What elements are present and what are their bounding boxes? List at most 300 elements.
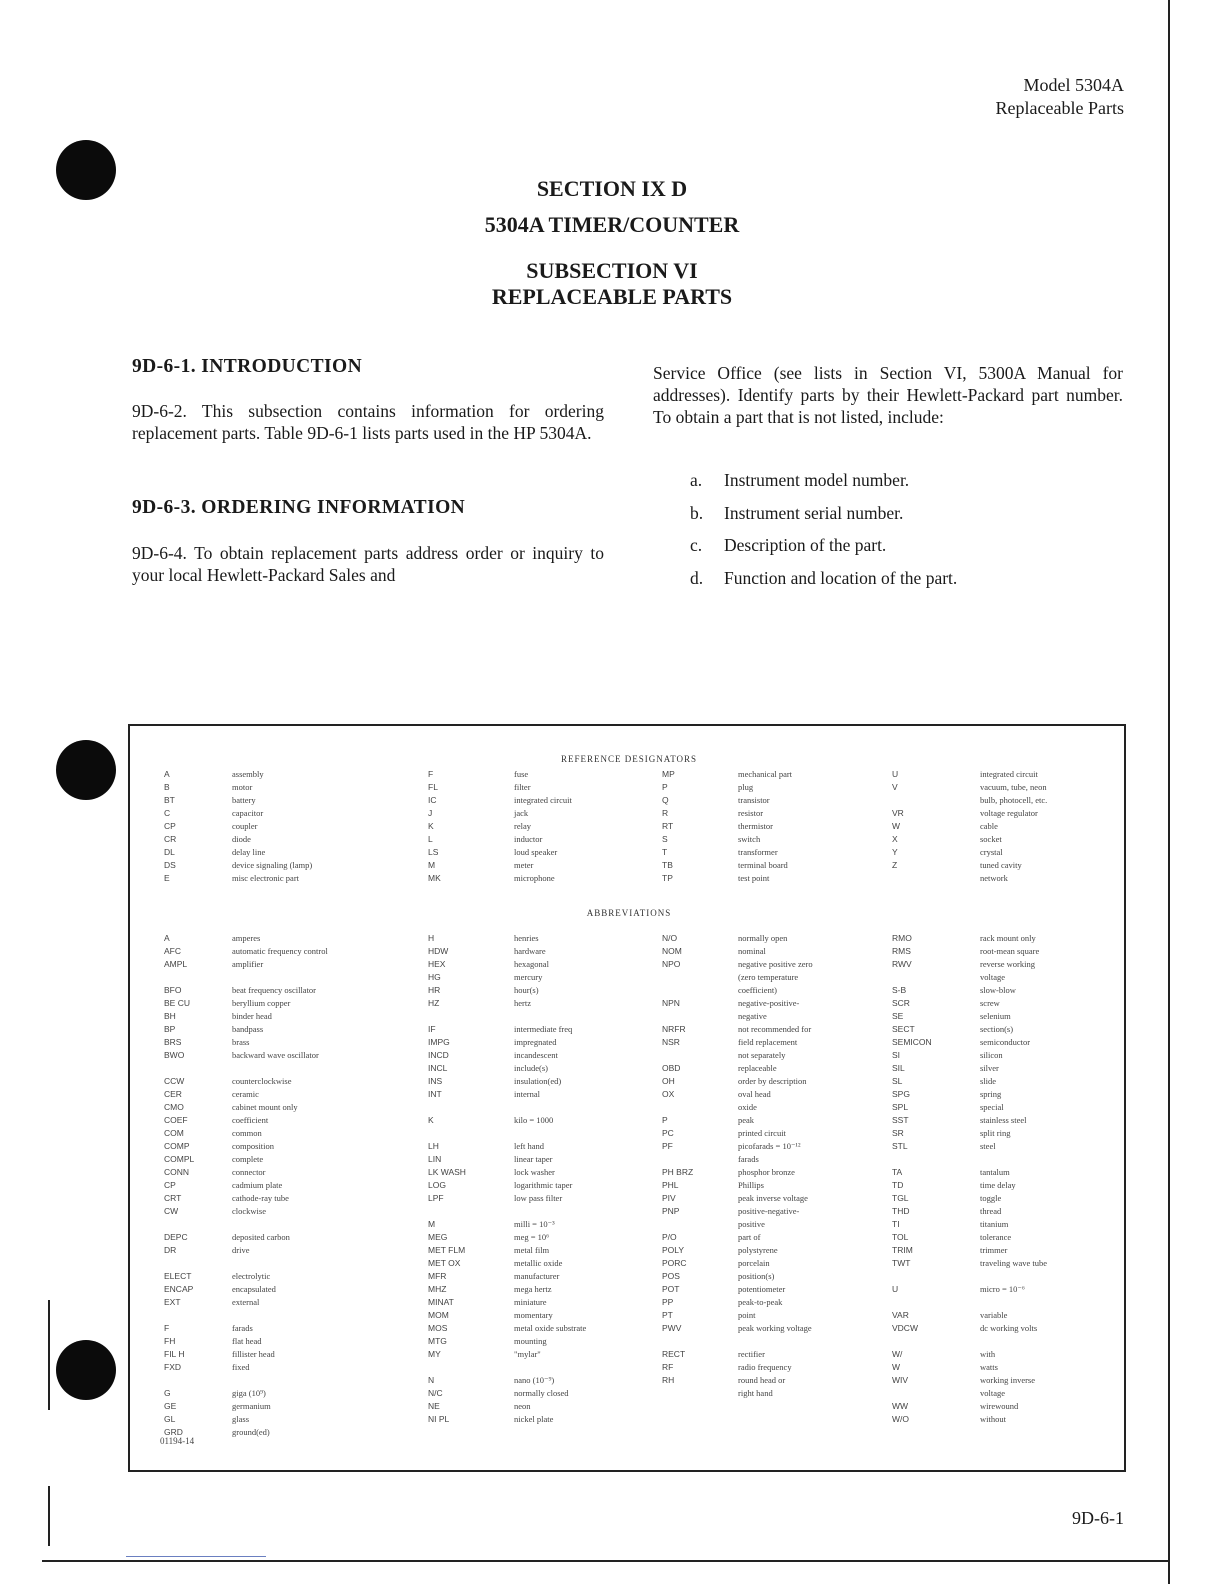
table-cell: HEX — [428, 959, 446, 969]
table-cell — [662, 1218, 693, 1231]
table-cell: fuse — [514, 769, 529, 779]
table-cell: coefficient) — [738, 985, 778, 995]
table-cell: meter — [514, 860, 534, 870]
ordering-heading: 9D-6-3. ORDERING INFORMATION — [132, 497, 466, 518]
table-cell: SST — [892, 1115, 909, 1125]
table-cell: POS — [662, 1271, 680, 1281]
table-cell: slide — [980, 1076, 997, 1086]
table-cell: replaceable — [738, 1063, 777, 1073]
table-cell: semiconductor — [980, 1037, 1031, 1047]
table-cell: PNP — [662, 1206, 680, 1216]
table-cell: BWO — [164, 1050, 185, 1060]
table-cell: TP — [662, 873, 673, 883]
ordering-paragraph: 9D-6-4. To obtain replacement parts address order or inquiry to your local Hewlett-Packard Sales and — [132, 543, 604, 585]
table-cell: with — [980, 1349, 996, 1359]
table-cell: not recommended for — [738, 1024, 812, 1034]
abbr-desc-col1 — [232, 932, 328, 1439]
table-cell — [428, 1361, 466, 1374]
table-cell: transformer — [738, 847, 778, 857]
table-cell: clockwise — [232, 1206, 266, 1216]
table-cell: HZ — [428, 998, 440, 1008]
ref-desc-col3 — [738, 768, 792, 885]
table-cell: TGL — [892, 1193, 909, 1203]
table-cell: GRD — [164, 1427, 183, 1437]
list-item: c. Description of the part. — [690, 535, 887, 555]
table-cell: W — [892, 1362, 901, 1372]
table-cell: PC — [662, 1128, 674, 1138]
table-cell — [892, 794, 904, 807]
table-cell: nickel plate — [514, 1414, 554, 1424]
abbreviations-title: ABBREVIATIONS — [586, 908, 672, 918]
table-cell: Y — [892, 847, 898, 857]
table-cell: LIN — [428, 1154, 442, 1164]
table-cell: motor — [232, 782, 253, 792]
table-cell: relay — [514, 821, 531, 831]
table-cell — [892, 872, 904, 885]
table-cell: deposited carbon — [232, 1232, 290, 1242]
table-cell: counterclockwise — [232, 1076, 292, 1086]
table-cell — [980, 1335, 1047, 1348]
table-cell — [662, 971, 693, 984]
table-cell: RT — [662, 821, 674, 831]
table-cell: battery — [232, 795, 256, 805]
table-cell: momentary — [514, 1310, 553, 1320]
table-cell — [232, 1309, 328, 1322]
table-cell: rectifier — [738, 1349, 765, 1359]
table-cell: NOM — [662, 946, 682, 956]
table-cell: beat frequency oscillator — [232, 985, 317, 995]
table-cell — [892, 1296, 932, 1309]
table-cell: PT — [662, 1310, 673, 1320]
table-cell: F — [428, 769, 434, 779]
table-cell: P/O — [662, 1232, 677, 1242]
intro-heading: 9D-6-1. INTRODUCTION — [132, 356, 363, 377]
table-cell: BH — [164, 1011, 176, 1021]
table-cell: amplifier — [232, 959, 264, 969]
table-cell: MK — [428, 873, 441, 883]
table-cell: SPL — [892, 1102, 909, 1112]
table-cell: left hand — [514, 1141, 544, 1151]
table-cell — [232, 1062, 328, 1075]
table-cell: split ring — [980, 1128, 1011, 1138]
figure-id: 01194-14 — [160, 1436, 195, 1446]
table-cell: W/O — [892, 1414, 909, 1424]
table-cell: BRS — [164, 1037, 182, 1047]
table-cell: incandescent — [514, 1050, 558, 1060]
table-cell: IC — [428, 795, 437, 805]
table-cell: MET OX — [428, 1258, 461, 1268]
table-cell: DEPC — [164, 1232, 188, 1242]
table-cell: logarithmic taper — [514, 1180, 573, 1190]
table-cell — [980, 1270, 1047, 1283]
table-cell: picofarads = 10⁻¹² — [738, 1141, 801, 1151]
table-cell: mechanical part — [738, 769, 793, 779]
table-cell: test point — [738, 873, 770, 883]
table-cell: J — [428, 808, 433, 818]
table-cell: C — [164, 808, 171, 818]
table-cell: U — [892, 769, 899, 779]
margin-mark — [48, 1300, 50, 1410]
table-cell: thread — [980, 1206, 1002, 1216]
table-cell: terminal board — [738, 860, 788, 870]
table-cell: S — [662, 834, 668, 844]
table-cell: field replacement — [738, 1037, 798, 1047]
table-cell: assembly — [232, 769, 264, 779]
table-cell: MET FLM — [428, 1245, 466, 1255]
table-cell: mounting — [514, 1336, 547, 1346]
table-cell: DR — [164, 1245, 177, 1255]
table-cell: polystyrene — [738, 1245, 778, 1255]
table-cell: Z — [892, 860, 898, 870]
table-cell: RECT — [662, 1349, 686, 1359]
table-cell: STL — [892, 1141, 908, 1151]
table-cell — [164, 1309, 194, 1322]
table-cell: encapsulated — [232, 1284, 276, 1294]
table-cell: K — [428, 1115, 434, 1125]
table-cell: wirewound — [980, 1401, 1019, 1411]
table-cell — [164, 971, 194, 984]
table-cell: trimmer — [980, 1245, 1008, 1255]
table-cell — [662, 1010, 693, 1023]
table-cell: TOL — [892, 1232, 909, 1242]
table-cell — [232, 1257, 328, 1270]
table-cell: OBD — [662, 1063, 681, 1073]
table-cell: spring — [980, 1089, 1002, 1099]
table-cell: LH — [428, 1141, 439, 1151]
table-cell — [164, 1218, 194, 1231]
table-cell: CRT — [164, 1193, 182, 1203]
table-cell: CMO — [164, 1102, 184, 1112]
table-cell: INCD — [428, 1050, 449, 1060]
table-cell: positive-negative- — [738, 1206, 800, 1216]
abbr-codes-col1 — [164, 932, 194, 1439]
table-cell: CP — [164, 821, 176, 831]
table-cell: "mylar" — [514, 1349, 541, 1359]
table-cell: ceramic — [232, 1089, 259, 1099]
table-cell: round head or — [738, 1375, 786, 1385]
table-cell — [428, 1205, 466, 1218]
table-cell: drive — [232, 1245, 250, 1255]
table-cell: PP — [662, 1297, 674, 1307]
table-cell: miniature — [514, 1297, 547, 1307]
table-cell: SIL — [892, 1063, 905, 1073]
table-cell: IF — [428, 1024, 436, 1034]
header-section: Replaceable Parts — [995, 98, 1124, 118]
table-cell — [662, 1101, 693, 1114]
table-cell: PH BRZ — [662, 1167, 694, 1177]
abbr-codes-col4 — [892, 932, 932, 1426]
table-cell: capacitor — [232, 808, 264, 818]
table-cell: microphone — [514, 873, 555, 883]
table-cell — [892, 1270, 932, 1283]
table-cell: peak-to-peak — [738, 1297, 783, 1307]
table-cell — [232, 1374, 328, 1387]
table-cell: NSR — [662, 1037, 680, 1047]
table-cell: complete — [232, 1154, 264, 1164]
table-cell: composition — [232, 1141, 275, 1151]
subsection-title: SUBSECTION VI — [526, 258, 698, 283]
table-cell: normally open — [738, 933, 788, 943]
table-cell: external — [232, 1297, 260, 1307]
table-cell: voltage regulator — [980, 808, 1038, 818]
table-cell: CER — [164, 1089, 182, 1099]
table-cell: TB — [662, 860, 673, 870]
table-cell — [892, 1153, 932, 1166]
table-cell: LPF — [428, 1193, 444, 1203]
table-cell: TI — [892, 1219, 900, 1229]
table-cell: hour(s) — [514, 985, 539, 995]
ref-codes-col4 — [892, 768, 904, 885]
table-cell: Phillips — [738, 1180, 764, 1190]
table-cell: inductor — [514, 834, 543, 844]
table-cell: (zero temperature — [738, 972, 799, 982]
table-cell: not separately — [738, 1050, 786, 1060]
table-cell: T — [662, 847, 668, 857]
table-cell: impregnated — [514, 1037, 557, 1047]
table-cell: point — [738, 1310, 756, 1320]
table-cell: include(s) — [514, 1063, 548, 1073]
table-cell — [514, 1127, 586, 1140]
table-cell: backward wave oscillator — [232, 1050, 319, 1060]
table-cell: VDCW — [892, 1323, 918, 1333]
table-cell: MOS — [428, 1323, 448, 1333]
table-cell: INT — [428, 1089, 442, 1099]
table-cell: N — [428, 1375, 435, 1385]
table-cell: farads — [738, 1154, 759, 1164]
table-cell: OH — [662, 1076, 675, 1086]
table-cell: EXT — [164, 1297, 181, 1307]
table-cell: FXD — [164, 1362, 181, 1372]
table-cell: HDW — [428, 946, 449, 956]
table-cell: cabinet mount only — [232, 1102, 298, 1112]
table-cell: X — [892, 834, 898, 844]
table-cell: plug — [738, 782, 754, 792]
binder-hole-bottom — [56, 1340, 116, 1400]
table-cell: MINAT — [428, 1297, 454, 1307]
table-cell: transistor — [738, 795, 770, 805]
table-cell: PF — [662, 1141, 673, 1151]
table-cell: diode — [232, 834, 251, 844]
table-cell: nominal — [738, 946, 766, 956]
table-cell: NPO — [662, 959, 681, 969]
table-cell: radio frequency — [738, 1362, 792, 1372]
table-cell: L — [428, 834, 433, 844]
table-cell: slow-blow — [980, 985, 1016, 995]
table-cell: switch — [738, 834, 761, 844]
table-cell: TRIM — [892, 1245, 913, 1255]
table-cell: CW — [164, 1206, 179, 1216]
table-cell: MP — [662, 769, 675, 779]
table-cell: PIV — [662, 1193, 676, 1203]
table-cell: meg = 10⁶ — [514, 1232, 550, 1242]
table-cell: negative-positive- — [738, 998, 800, 1008]
table-cell: negative positive zero — [738, 959, 813, 969]
table-cell — [514, 1361, 586, 1374]
table-cell: hexagonal — [514, 959, 549, 969]
table-cell: watts — [980, 1362, 998, 1372]
ref-codes-col1 — [164, 768, 176, 885]
table-cell: henries — [514, 933, 539, 943]
table-cell: H — [428, 933, 435, 943]
table-cell — [892, 1335, 932, 1348]
table-cell: silver — [980, 1063, 999, 1073]
table-cell — [514, 1101, 586, 1114]
table-cell: PHL — [662, 1180, 679, 1190]
table-cell: peak working voltage — [738, 1323, 812, 1333]
table-cell: screw — [980, 998, 1000, 1008]
table-cell: integrated circuit — [514, 795, 572, 805]
table-cell: A — [164, 933, 170, 943]
table-cell: voltage — [980, 1388, 1006, 1398]
table-cell: N/O — [662, 933, 678, 943]
table-cell: P — [662, 782, 668, 792]
table-cell: fillister head — [232, 1349, 275, 1359]
table-cell: device signaling (lamp) — [232, 860, 313, 870]
table-cell: TA — [892, 1167, 903, 1177]
table-cell: CCW — [164, 1076, 185, 1086]
abbr-codes-col2 — [428, 932, 466, 1426]
table-cell: farads — [232, 1323, 253, 1333]
table-cell: fixed — [232, 1362, 250, 1372]
table-cell: brass — [232, 1037, 250, 1047]
product-title: 5304A TIMER/COUNTER — [484, 212, 740, 237]
table-cell: dc working volts — [980, 1323, 1038, 1333]
table-cell: steel — [980, 1141, 996, 1151]
table-cell — [428, 1127, 466, 1140]
table-cell: linear taper — [514, 1154, 553, 1164]
table-cell — [662, 1335, 693, 1348]
table-cell: BP — [164, 1024, 176, 1034]
table-cell: intermediate freq — [514, 1024, 573, 1034]
table-cell: potentiometer — [738, 1284, 786, 1294]
table-cell: W — [892, 821, 901, 831]
table-cell: N/C — [428, 1388, 443, 1398]
table-cell: AFC — [164, 946, 181, 956]
table-cell: working inverse — [980, 1375, 1036, 1385]
table-cell: hertz — [514, 998, 531, 1008]
table-cell: SI — [892, 1050, 901, 1060]
table-cell: printed circuit — [738, 1128, 786, 1138]
table-cell: delay line — [232, 847, 266, 857]
intro-paragraph: 9D-6-2. This subsection contains information for ordering replacement parts. Table 9D-6-1 lists parts used in the HP 5304A. — [132, 401, 604, 443]
table-cell: SPG — [892, 1089, 910, 1099]
table-cell: coefficient — [232, 1115, 269, 1125]
table-cell: SECT — [892, 1024, 915, 1034]
table-cell: INS — [428, 1076, 443, 1086]
table-cell: internal — [514, 1089, 540, 1099]
table-cell: jack — [514, 808, 529, 818]
table-cell: A — [164, 769, 170, 779]
table-cell: coupler — [232, 821, 258, 831]
abbr-desc-col4 — [980, 932, 1047, 1426]
table-cell: network — [980, 873, 1008, 883]
table-cell: mega hertz — [514, 1284, 552, 1294]
table-cell: SCR — [892, 998, 910, 1008]
table-cell: VR — [892, 808, 904, 818]
table-cell: COEF — [164, 1115, 188, 1125]
table-cell: CR — [164, 834, 177, 844]
table-cell: peak inverse voltage — [738, 1193, 808, 1203]
list-item: a. Instrument model number. — [690, 470, 910, 490]
table-cell: part of — [738, 1232, 761, 1242]
table-cell: CONN — [164, 1167, 190, 1177]
table-cell: SE — [892, 1011, 904, 1021]
table-cell: RMO — [892, 933, 912, 943]
ordering-continued: Service Office (see lists in Section VI, 5300A Manual for addresses). Identify parts by their Hewlett-Packard part number. To obtain a part that is not listed, include: — [653, 363, 1123, 427]
ref-desc-col4 — [980, 768, 1047, 885]
table-cell: FH — [164, 1336, 176, 1346]
table-cell: ground(ed) — [232, 1427, 270, 1437]
table-cell: F — [164, 1323, 170, 1333]
table-cell: BFO — [164, 985, 182, 995]
table-cell — [662, 1049, 693, 1062]
table-cell: NRFR — [662, 1024, 686, 1034]
table-cell: W/ — [892, 1349, 903, 1359]
table-cell: position(s) — [738, 1271, 775, 1281]
table-cell: without — [980, 1414, 1006, 1424]
ref-desc-col1 — [232, 768, 312, 885]
table-cell — [164, 1374, 194, 1387]
table-cell: low pass filter — [514, 1193, 563, 1203]
table-cell: positive — [738, 1219, 765, 1229]
designators-abbreviations-table — [128, 724, 1126, 1472]
table-cell — [980, 1153, 1047, 1166]
table-cell: rack mount only — [980, 933, 1036, 943]
table-cell: LOG — [428, 1180, 446, 1190]
table-cell: mercury — [514, 972, 543, 982]
table-cell: neon — [514, 1401, 531, 1411]
table-cell: tuned cavity — [980, 860, 1022, 870]
table-cell: porcelain — [738, 1258, 770, 1268]
table-cell: IMPG — [428, 1037, 450, 1047]
table-cell — [164, 1257, 194, 1270]
table-cell: U — [892, 1284, 899, 1294]
table-cell: AMPL — [164, 959, 188, 969]
abbr-codes-col3 — [662, 932, 693, 1387]
footer-rule — [42, 1560, 1168, 1562]
table-cell — [232, 1218, 328, 1231]
table-cell: HG — [428, 972, 441, 982]
running-header — [996, 74, 1124, 120]
section-title: SECTION IX D — [536, 176, 688, 201]
table-cell: electrolytic — [232, 1271, 271, 1281]
table-cell: insulation(ed) — [514, 1076, 562, 1086]
table-cell: TWT — [892, 1258, 911, 1268]
table-cell: automatic frequency control — [232, 946, 328, 956]
table-cell: RF — [662, 1362, 674, 1372]
table-cell — [514, 1205, 586, 1218]
table-cell: phosphor bronze — [738, 1167, 795, 1177]
table-cell: SEMICON — [892, 1037, 932, 1047]
table-cell: FL — [428, 782, 438, 792]
table-cell: flat head — [232, 1336, 262, 1346]
table-cell — [662, 1153, 693, 1166]
table-cell: BT — [164, 795, 175, 805]
table-cell: voltage — [980, 972, 1006, 982]
table-cell: common — [232, 1128, 262, 1138]
table-cell — [428, 1010, 466, 1023]
table-cell: peak — [738, 1115, 755, 1125]
table-cell: traveling wave tube — [980, 1258, 1048, 1268]
table-cell: CP — [164, 1180, 176, 1190]
table-cell: order by description — [738, 1076, 807, 1086]
table-cell: variable — [980, 1310, 1008, 1320]
header-model: Model 5304A — [1023, 75, 1124, 95]
table-cell: WW — [892, 1401, 909, 1411]
table-cell: MOM — [428, 1310, 449, 1320]
table-cell: reverse working — [980, 959, 1035, 969]
table-cell: thermistor — [738, 821, 773, 831]
